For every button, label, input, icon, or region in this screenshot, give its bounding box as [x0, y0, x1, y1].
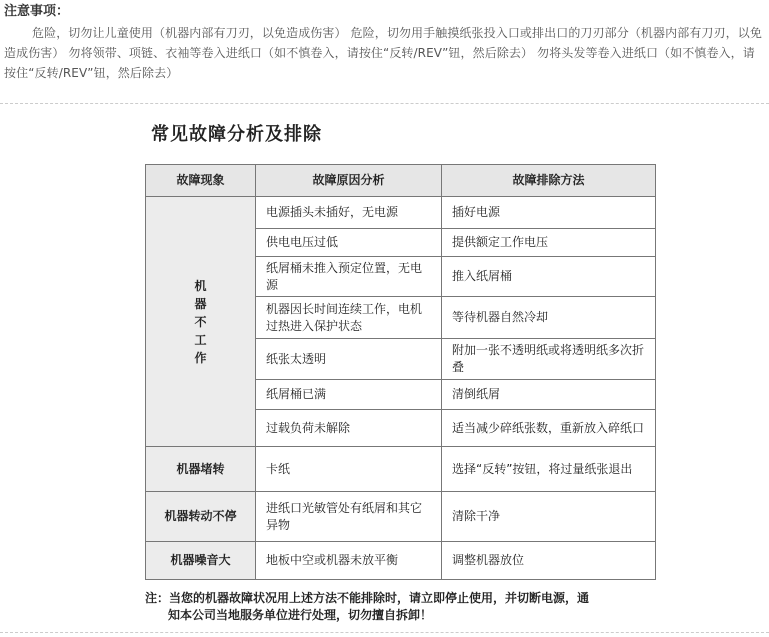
table-row	[146, 542, 656, 580]
fault-table	[145, 164, 656, 580]
cause-cell: 供电电压过低	[256, 229, 442, 257]
safety-notice	[4, 2, 764, 83]
table-row	[146, 492, 656, 542]
fix-cell: 清除干净	[442, 492, 656, 542]
divider-bottom	[0, 632, 769, 633]
table-header-row	[146, 165, 656, 197]
symptom-cell: 机器堵转	[146, 447, 256, 492]
fix-cell: 调整机器放位	[442, 542, 656, 580]
cause-cell: 电源插头未插好，无电源	[256, 197, 442, 229]
notice-body: 危险，切勿让儿童使用（机器内部有刀刃，以免造成伤害） 危险，切勿用手触摸纸张投入口或排出口的刀刃部分（机器内部有刀刃，以免造成伤害） 勿将领带、项链、衣袖等卷入进纸口（如不慎卷入，请按住“反转/REV”钮，然后除去） 勿将头发等卷入进纸口（如不慎卷入，请按住“反转/REV”钮，然后除去）	[4, 26, 762, 80]
footnote-line-2: 知本公司当地服务单位进行处理，切勿擅自拆卸！	[168, 608, 433, 622]
cause-cell: 卡纸	[256, 447, 442, 492]
cause-cell: 过载负荷未解除	[256, 410, 442, 447]
symptom-cell	[146, 197, 256, 447]
table-row	[146, 197, 656, 229]
symptom-label: 机器不工作	[194, 278, 207, 365]
header-symptom: 故障现象	[146, 165, 256, 197]
fix-cell: 选择“反转”按钮，将过量纸张退出	[442, 447, 656, 492]
fix-cell: 推入纸屑桶	[442, 257, 656, 297]
symptom-cell: 机器转动不停	[146, 492, 256, 542]
cause-cell: 地板中空或机器未放平衡	[256, 542, 442, 580]
notice-title: 注意事项：	[4, 4, 70, 19]
fix-cell: 清倒纸屑	[442, 380, 656, 410]
fix-cell: 适当减少碎纸张数，重新放入碎纸口	[442, 410, 656, 447]
cause-cell: 纸屑桶已满	[256, 380, 442, 410]
header-fix: 故障排除方法	[442, 165, 656, 197]
footnote-line-1: 注：当您的机器故障状况用上述方法不能排除时，请立即停止使用，并切断电源，通	[145, 591, 590, 605]
fix-cell: 等待机器自然冷却	[442, 297, 656, 339]
footnote	[145, 590, 665, 624]
table-title: 常见故障分析及排除	[151, 124, 322, 145]
cause-cell: 机器因长时间连续工作，电机过热进入保护状态	[256, 297, 442, 339]
cause-cell: 纸张太透明	[256, 339, 442, 380]
symptom-cell: 机器噪音大	[146, 542, 256, 580]
cause-cell: 进纸口光敏管处有纸屑和其它异物	[256, 492, 442, 542]
divider-top	[0, 103, 769, 104]
table-row	[146, 447, 656, 492]
cause-cell: 纸屑桶未推入预定位置，无电源	[256, 257, 442, 297]
header-cause: 故障原因分析	[256, 165, 442, 197]
fix-cell: 附加一张不透明纸或将透明纸多次折叠	[442, 339, 656, 380]
fix-cell: 插好电源	[442, 197, 656, 229]
fix-cell: 提供额定工作电压	[442, 229, 656, 257]
